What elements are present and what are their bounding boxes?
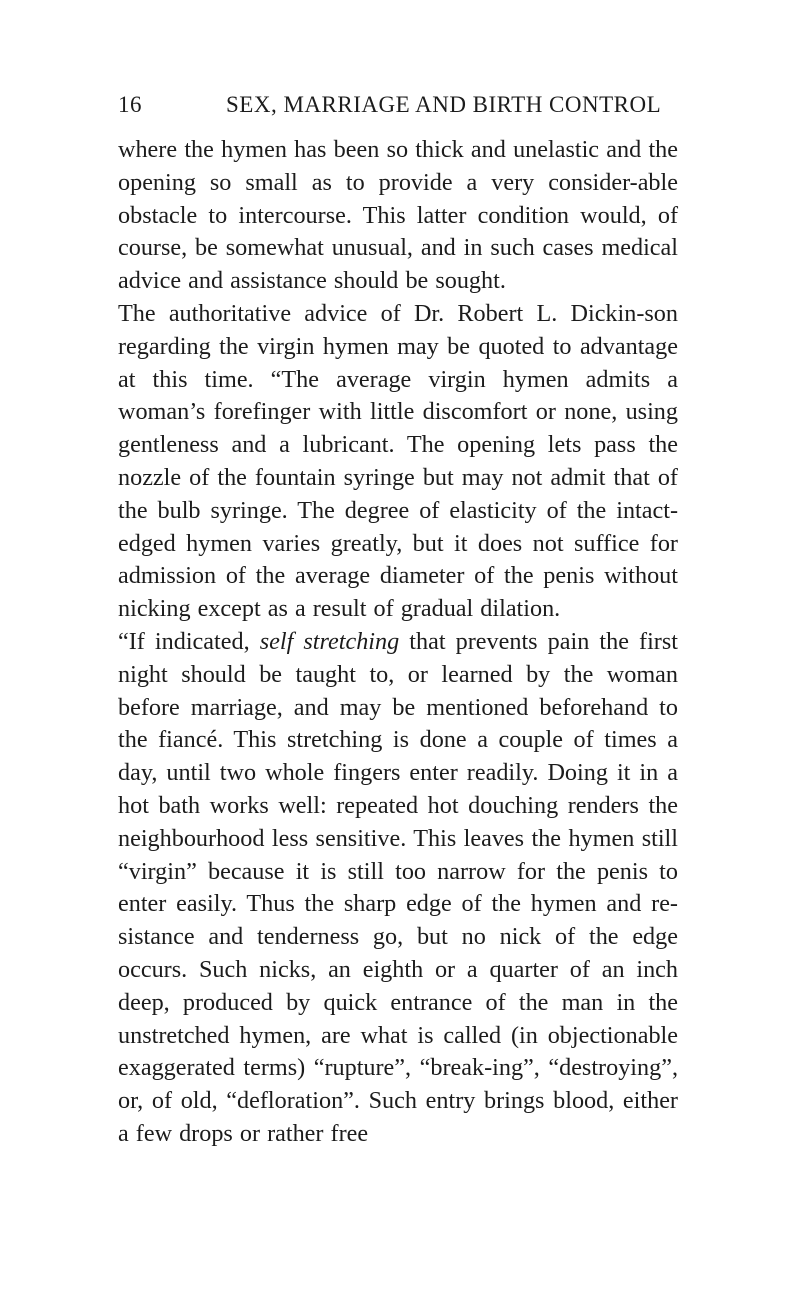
running-head xyxy=(118,92,678,126)
paragraph-dickinson-quote: The authoritative advice of Dr. Robert L. Dickin-son regarding the virgin hymen may be quoted to advantage at this time. “The average virgin hymen admits a woman’s forefinger with little discomfort or none, using gentleness and a lubricant. The opening lets pass the nozzle of the fountain syringe but may not admit that of the bulb syringe. The degree of elasticity of the intact-edged hymen varies greatly, but it does not suffice for admission of the average diameter of the penis without nicking except as a result of gradual dilation. xyxy=(118,299,678,623)
book-title: SEX, MARRIAGE AND BIRTH CONTROL xyxy=(226,92,662,117)
body-text xyxy=(118,134,678,1151)
paragraph-self-stretching xyxy=(118,626,678,1151)
paragraph-text-before-emphasis: “If indicated, xyxy=(118,627,260,655)
paragraph-text-after-emphasis: that prevents pain the first night should be taught to, or learned by the woman before marriage, and may be mentioned beforehand to the fiancé. This stretching is done a couple of times a day, until two whole fingers enter readily. Doing it in a hot bath works well: repeated hot douching renders the neighbourhood less sensitive. This leaves the hymen still “virgin” because it is still too narrow for the penis to enter easily. Thus the sharp edge of the hymen and re-sistance and tenderness go, but no nick of the edge occurs. Such nicks, an eighth or a quarter of an inch deep, produced by quick entrance of the man in the unstretched hymen, are what is called (in objectionable exaggerated terms) “rupture”, “break-ing”, “destroying”, or, of old, “defloration”. Such entry brings blood, either a few drops or rather free xyxy=(118,627,678,1147)
paragraph-continuation: where the hymen has been so thick and unelastic and the opening so small as to provide a very consider-able obstacle to intercourse. This latter condition would, of course, be somewhat unusual, and in such cases medical advice and assistance should be sought. xyxy=(118,136,678,295)
emphasized-phrase: self stretching xyxy=(259,627,400,655)
page-number: 16 xyxy=(118,92,142,117)
